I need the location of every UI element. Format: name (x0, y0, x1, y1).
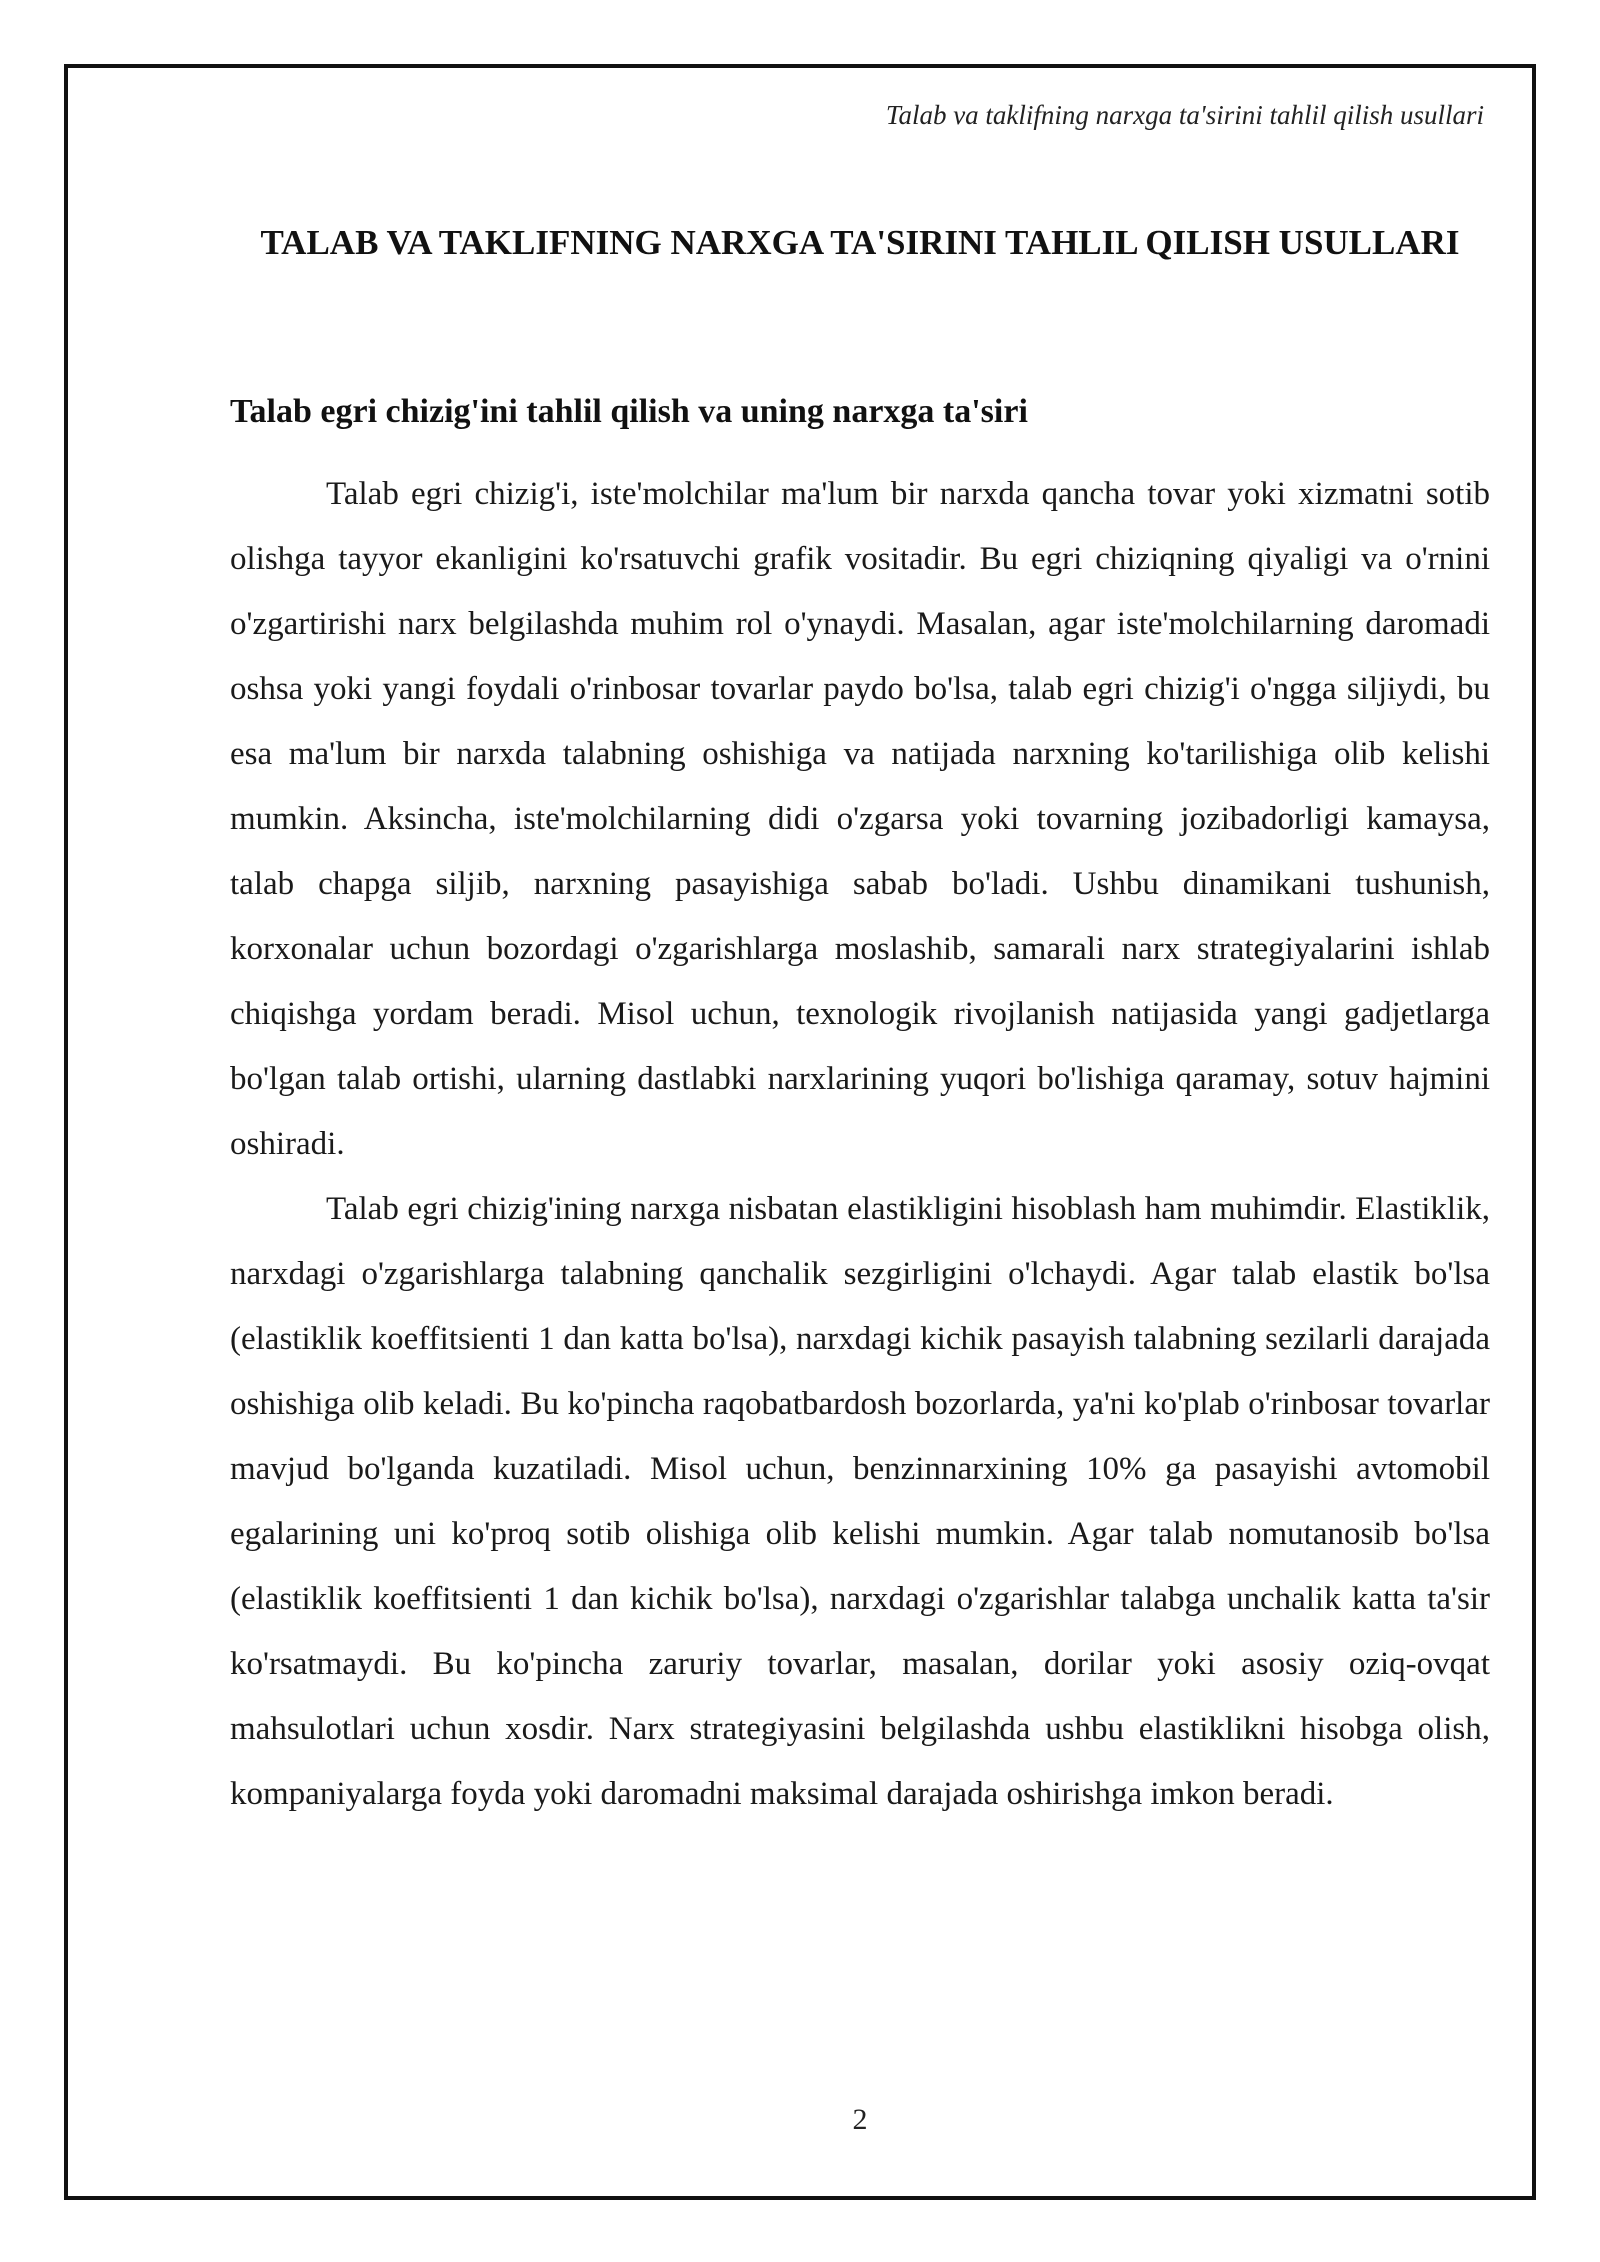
body-text (230, 462, 1490, 1827)
page-number: 2 (852, 2103, 868, 2136)
running-header: Talab va taklifning narxga ta'sirini tahlil qilish usullari (885, 100, 1484, 130)
document-title: TALAB VA TAKLIFNING NARXGA TA'SIRINI TAHLIL QILISH USULLARI (260, 223, 1460, 262)
paragraph-2: Talab egri chizig'ining narxga nisbatan elastikligini hisoblash ham muhimdir. Elastiklik, narxdagi o'zgarishlarga talabning qanchalik sezgirligini o'lchaydi. Agar talab elastik bo'lsa (elastiklik koeffitsienti 1 dan katta bo'lsa), narxdagi kichik pasayish talabning sezilarli darajada oshishiga olib keladi. Bu ko'pincha raqobatbardosh bozorlarda, ya'ni ko'plab o'rinbosar tovarlar mavjud bo'lganda kuzatiladi. Misol uchun, benzinnarxining 10% ga pasayishi avtomobil egalarining uni ko'proq sotib olishiga olib kelishi mumkin. Agar talab nomutanosib bo'lsa (elastiklik koeffitsienti 1 dan kichik bo'lsa), narxdagi o'zgarishlar talabga unchalik katta ta'sir ko'rsatmaydi. Bu ko'pincha zaruriy tovarlar, masalan, dorilar yoki asosiy oziq-ovqat mahsulotlari uchun xosdir. Narx strategiyasini belgilashda ushbu elastiklikni hisobga olish, kompaniyalarga foyda yoki daromadni maksimal darajada oshirishga imkon beradi. (230, 1191, 1490, 1812)
section-heading: Talab egri chizig'ini tahlil qilish va uning narxga ta'siri (230, 393, 1028, 430)
paragraph-1: Talab egri chizig'i, iste'molchilar ma'lum bir narxda qancha tovar yoki xizmatni sotib olishga tayyor ekanligini ko'rsatuvchi grafik vositadir. Bu egri chiziqning qiyaligi va o'rnini o'zgartirishi narx belgilashda muhim rol o'ynaydi. Masalan, agar iste'molchilarning daromadi oshsa yoki yangi foydali o'rinbosar tovarlar paydo bo'lsa, talab egri chizig'i o'ngga siljiydi, bu esa ma'lum bir narxda talabning oshishiga va natijada narxning ko'tarilishiga olib kelishi mumkin. Aksincha, iste'molchilarning didi o'zgarsa yoki tovarning jozibadorligi kamaysa, talab chapga siljib, narxning pasayishiga sabab bo'ladi. Ushbu dinamikani tushunish, korxonalar uchun bozordagi o'zgarishlarga moslashib, samarali narx strategiyalarini ishlab chiqishga yordam beradi. Misol uchun, texnologik rivojlanish natijasida yangi gadjetlarga bo'lgan talab ortishi, ularning dastlabki narxlarining yuqori bo'lishiga qaramay, sotuv hajmini oshiradi. (230, 476, 1490, 1162)
